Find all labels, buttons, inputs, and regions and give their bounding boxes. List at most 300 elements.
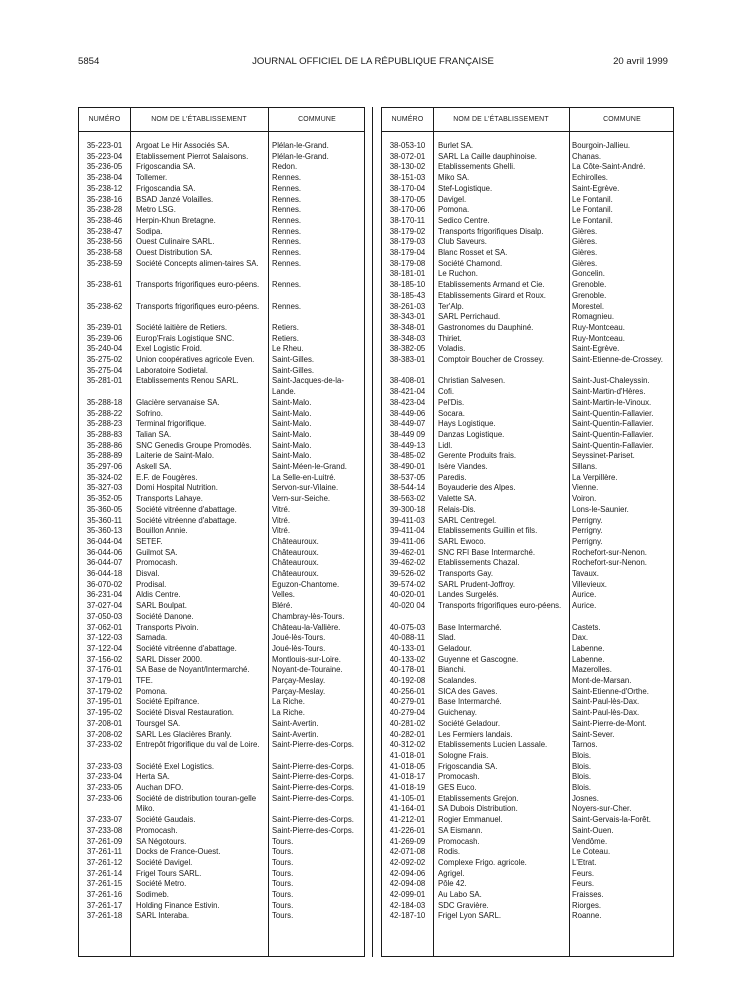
table-row — [79, 409, 364, 420]
cell-numero: 37-208-01 — [86, 718, 123, 728]
table-row — [382, 911, 673, 922]
cell-etablissement: Socara. — [438, 408, 465, 418]
table-row — [382, 280, 673, 291]
table-row — [79, 601, 364, 612]
cell-numero: 35-238-58 — [86, 248, 123, 257]
cell-commune: Roanne. — [572, 911, 602, 921]
cell-commune: Morestel. — [572, 301, 605, 311]
cell-etablissement: Société Epifrance. — [136, 697, 200, 707]
cell-commune: Châteauroux. — [272, 558, 319, 568]
cell-commune: Grenoble. — [572, 290, 607, 300]
table-row — [382, 483, 673, 494]
cell-numero: 38-490-01 — [389, 462, 426, 471]
table-row — [79, 505, 364, 516]
cell-commune: Saint-Malo. — [272, 408, 312, 418]
cell-etablissement: Transports frigorifiques euro-péens. — [136, 301, 260, 311]
cell-etablissement: Guichenay. — [438, 708, 477, 718]
cell-etablissement: Bouillon Annie. — [136, 526, 188, 536]
cell-numero: 36-070-02 — [86, 579, 123, 589]
table-row — [79, 687, 364, 698]
cell-etablissement: Frigel Lyon SARL. — [438, 911, 501, 921]
cell-etablissement: SA Négotours. — [136, 836, 187, 846]
table-row — [382, 858, 673, 869]
cell-etablissement: Miko SA. — [438, 173, 470, 183]
cell-numero: 38-449-06 — [389, 408, 426, 418]
cell-commune: Vitré. — [272, 526, 291, 536]
cell-numero: 40-133-02 — [389, 654, 426, 664]
table-row — [382, 623, 673, 634]
cell-etablissement: TFE. — [136, 676, 153, 685]
table-row — [79, 398, 364, 409]
table-row — [79, 462, 364, 473]
cell-commune: Chambray-lès-Tours. — [272, 611, 345, 621]
cell-etablissement: Danzas Logistique. — [438, 429, 505, 439]
cell-numero: 37-261-11 — [87, 847, 122, 857]
table-row — [382, 869, 673, 880]
cell-commune: Rennes. — [272, 194, 302, 204]
cell-commune: Romagnieu. — [572, 312, 615, 322]
table-row — [79, 302, 364, 323]
table-row — [79, 590, 364, 601]
cell-numero: 37-233-06 — [86, 793, 123, 803]
cell-numero: 38-382-05 — [389, 344, 426, 354]
cell-commune: Chanas. — [572, 151, 602, 161]
cell-commune: Noyant-de-Touraine. — [272, 665, 343, 675]
publication-date: 20 avril 1999 — [613, 56, 668, 67]
cell-numero: 40-020 04 — [389, 601, 426, 611]
cell-etablissement: Toursgel SA. — [136, 718, 181, 728]
cell-numero: 38-383-01 — [389, 355, 426, 364]
cell-etablissement: SNC RFI Base Intermarché. — [438, 547, 536, 557]
header-commune: COMMUNE — [603, 116, 641, 123]
header-numero: NUMÉRO — [88, 116, 121, 123]
cell-numero: 37-261-14 — [86, 868, 123, 878]
cell-numero: 37-233-08 — [86, 825, 123, 835]
cell-numero: 41-164-01 — [389, 804, 426, 814]
cell-commune: Joué-lès-Tours. — [272, 633, 326, 643]
cell-etablissement: SARL La Caille dauphinoise. — [438, 151, 537, 161]
header-commune: COMMUNE — [298, 116, 336, 123]
table-row — [382, 719, 673, 730]
cell-numero: 40-178-01 — [389, 665, 426, 675]
table-row — [79, 334, 364, 345]
table-row — [382, 826, 673, 837]
table-row — [382, 847, 673, 858]
cell-numero: 38-185-10 — [389, 280, 426, 290]
cell-commune: Saint-Pierre-de-Mont. — [572, 718, 647, 728]
cell-etablissement: Etablissements Armand et Cie. — [438, 280, 545, 290]
table-row — [79, 837, 364, 848]
cell-etablissement: Société Gaudais. — [136, 815, 196, 825]
table-row — [382, 237, 673, 248]
table-row — [79, 537, 364, 548]
cell-numero: 39-526-02 — [389, 569, 426, 578]
cell-numero: 38-170-05 — [389, 194, 426, 204]
cell-numero: 35-288-83 — [86, 429, 123, 439]
table-row — [79, 344, 364, 355]
cell-commune: Saint-Pierre-des-Corps. — [272, 740, 354, 750]
table-row — [79, 815, 364, 826]
cell-numero: 38-179-02 — [389, 226, 426, 236]
table-row — [382, 516, 673, 527]
cell-numero: 38-181-01 — [389, 269, 426, 279]
cell-etablissement: Transports frigorifiques euro-péens. — [438, 601, 562, 611]
cell-commune: Dax. — [572, 633, 589, 643]
cell-commune: Tours. — [272, 900, 294, 910]
cell-commune: Aurice. — [572, 590, 597, 600]
table-row — [79, 376, 364, 397]
cell-numero: 37-179-01 — [86, 676, 123, 685]
table-row — [382, 890, 673, 901]
table-row — [382, 227, 673, 238]
cell-commune: Saint-Pierre-des-Corps. — [272, 772, 354, 782]
table-row — [79, 494, 364, 505]
cell-etablissement: SDC Gravière. — [438, 900, 489, 910]
cell-numero: 35-238-28 — [86, 205, 123, 215]
table-row — [79, 237, 364, 248]
cell-commune: Saint-Avertin. — [272, 729, 319, 739]
cell-etablissement: Société Danone. — [136, 611, 194, 621]
table-row — [382, 376, 673, 387]
table-row — [382, 302, 673, 313]
cell-numero: 35-360-11 — [87, 515, 122, 525]
table-row — [382, 837, 673, 848]
cell-etablissement: SA Base de Noyant/Intermarché. — [136, 665, 250, 675]
cell-numero: 37-261-12 — [86, 857, 123, 867]
cell-numero: 35-281-01 — [86, 376, 123, 386]
cell-etablissement: Docks de France-Ouest. — [136, 847, 221, 857]
cell-etablissement: SARL Prudent-Joffroy. — [438, 579, 515, 589]
cell-numero: 35-288-86 — [86, 440, 123, 450]
cell-etablissement: Gerente Produits frais. — [438, 451, 517, 461]
table-row — [79, 847, 364, 858]
cell-etablissement: Société vitréenne d'abattage. — [136, 504, 237, 514]
cell-etablissement: Slad. — [438, 633, 456, 643]
cell-numero: 38-348-01 — [389, 322, 426, 332]
cell-commune: Saint-Pierre-des-Corps. — [272, 815, 354, 825]
table-row — [382, 815, 673, 826]
cell-commune: Saint-Méen-le-Grand. — [272, 462, 347, 471]
table-row — [79, 323, 364, 334]
table-row — [79, 451, 364, 462]
table-row — [382, 441, 673, 452]
cell-etablissement: Voladis. — [438, 344, 466, 354]
cell-numero: 40-075-03 — [389, 622, 426, 632]
table-row — [79, 162, 364, 173]
table-row — [382, 804, 673, 815]
cell-etablissement: Comptoir Boucher de Crossey. — [438, 355, 545, 364]
cell-numero: 42-184-03 — [389, 900, 426, 910]
cell-commune: Seyssinet-Pariset. — [572, 451, 635, 461]
cell-commune: Rochefort-sur-Nenon. — [572, 558, 647, 568]
cell-numero: 37-233-05 — [86, 783, 123, 792]
table-row — [382, 708, 673, 719]
cell-numero: 37-179-02 — [86, 686, 123, 696]
cell-etablissement: Base Intermarché. — [438, 622, 502, 632]
cell-numero: 38-423-04 — [389, 397, 426, 407]
cell-etablissement: SARL Les Glacières Branly. — [136, 729, 232, 739]
cell-etablissement: Gastronomes du Dauphiné. — [438, 322, 534, 332]
cell-etablissement: Société Disval Restauration. — [136, 708, 234, 718]
cell-etablissement: Transports Gay. — [438, 569, 494, 578]
cell-commune: La Riche. — [272, 708, 305, 718]
cell-numero: 41-018-01 — [389, 750, 426, 760]
cell-etablissement: SICA des Gaves. — [438, 686, 498, 696]
cell-numero: 35-238-62 — [86, 301, 123, 311]
cell-etablissement: Etablissements Grejon. — [438, 793, 519, 803]
cell-commune: Saint-Paul-lès-Dax. — [572, 708, 640, 718]
cell-numero: 36-044-06 — [86, 547, 123, 557]
cell-commune: Bourgoin-Jallieu. — [572, 141, 631, 150]
cell-etablissement: Askell SA. — [136, 462, 172, 471]
cell-numero: 40-020-01 — [389, 590, 426, 600]
cell-etablissement: Union coopératives agricole Even. — [136, 355, 255, 364]
cell-etablissement: Transports frigorifiques euro-péens. — [136, 280, 260, 290]
table-row — [79, 890, 364, 901]
cell-commune: Ruy-Montceau. — [572, 322, 625, 332]
table-row — [382, 409, 673, 420]
cell-commune: Echirolles. — [572, 173, 608, 183]
cell-numero: 37-156-02 — [86, 654, 123, 664]
cell-commune: Châteauroux. — [272, 569, 319, 578]
table-row — [382, 697, 673, 708]
cell-commune: Saint-Pierre-des-Corps. — [272, 793, 354, 803]
cell-numero: 39-411-06 — [390, 536, 425, 546]
cell-etablissement: Holding Finance Estivin. — [136, 900, 220, 910]
cell-commune: Rennes. — [272, 301, 302, 311]
cell-commune: Saint-Sever. — [572, 729, 615, 739]
header-etablissement: NOM DE L'ÉTABLISSEMENT — [453, 116, 549, 123]
cell-commune: Le Fontanil. — [572, 194, 613, 204]
cell-etablissement: Pomona. — [136, 686, 168, 696]
cell-commune: Vendôme. — [572, 836, 608, 846]
cell-commune: Tours. — [272, 879, 294, 889]
cell-numero: 38-151-03 — [389, 173, 426, 183]
cell-commune: Saint-Malo. — [272, 440, 312, 450]
page-header — [78, 56, 668, 70]
cell-commune: Saint-Quentin-Fallavier. — [572, 408, 654, 418]
cell-commune: Fraisses. — [572, 890, 604, 899]
cell-commune: Rennes. — [272, 280, 302, 290]
cell-numero: 37-050-03 — [86, 611, 123, 621]
cell-etablissement: Pôle 42. — [438, 879, 467, 889]
cell-commune: Saint-Etienne-de-Crossey. — [572, 355, 663, 364]
cell-etablissement: Sodimeb. — [136, 890, 169, 899]
cell-etablissement: Etablissements Lucien Lassale. — [438, 740, 548, 750]
cell-etablissement: Rogier Emmanuel. — [438, 815, 503, 825]
cell-commune: Saint-Avertin. — [272, 718, 319, 728]
cell-numero: 36-231-04 — [86, 590, 123, 600]
cell-numero: 40-256-01 — [389, 686, 426, 696]
table-row — [79, 483, 364, 494]
table-row — [79, 355, 364, 366]
cell-etablissement: Ouest Culinaire SARL. — [136, 237, 215, 247]
cell-etablissement: Laboratoire Sodietal. — [136, 365, 208, 375]
column-separator-rule — [372, 107, 373, 957]
cell-commune: Rennes. — [272, 237, 302, 247]
cell-etablissement: Burlet SA. — [438, 141, 474, 150]
cell-etablissement: Agrigel. — [438, 868, 465, 878]
table-row — [79, 697, 364, 708]
cell-commune: Labenne. — [572, 643, 605, 653]
cell-commune: Le Fontanil. — [572, 215, 613, 225]
table-row — [382, 526, 673, 537]
cell-numero: 38-170-11 — [390, 215, 425, 225]
cell-commune: Saint-Quentin-Fallavier. — [572, 429, 654, 439]
cell-numero: 36-044-07 — [86, 558, 123, 568]
cell-numero: 35-238-04 — [86, 173, 123, 183]
cell-numero: 37-261-15 — [86, 879, 123, 889]
cell-etablissement: Ter'Alp. — [438, 301, 464, 311]
cell-etablissement: SETEF. — [136, 536, 163, 546]
cell-commune: La Verpillère. — [572, 472, 618, 482]
cell-numero: 38-343-01 — [389, 312, 426, 322]
table-row — [79, 644, 364, 655]
cell-numero: 40-282-01 — [389, 729, 426, 739]
cell-numero: 35-236-05 — [86, 162, 123, 172]
cell-etablissement: Geladour. — [438, 643, 472, 653]
cell-etablissement: Prodisal. — [136, 579, 167, 589]
table-row — [79, 665, 364, 676]
cell-etablissement: Société Concepts alimen-taires SA. — [136, 258, 259, 268]
table-row — [382, 184, 673, 195]
table-row — [382, 548, 673, 559]
table-row — [382, 473, 673, 484]
cell-etablissement: Exel Logistic Froid. — [136, 344, 202, 354]
cell-numero: 37-233-07 — [86, 815, 123, 825]
cell-numero: 39-300-18 — [389, 504, 426, 514]
table-row — [382, 762, 673, 773]
cell-numero: 40-279-04 — [389, 708, 426, 718]
cell-etablissement: Transports frigorifiques Disalp. — [438, 226, 544, 236]
table-row — [79, 740, 364, 761]
cell-etablissement: Société Exel Logistics. — [136, 761, 215, 771]
cell-etablissement: Société Davigel. — [136, 857, 193, 867]
table-row — [382, 537, 673, 548]
cell-etablissement: Relais-Dis. — [438, 504, 476, 514]
cell-commune: Aurice. — [572, 601, 597, 611]
table-row — [382, 205, 673, 216]
cell-numero: 35-352-05 — [86, 494, 123, 504]
table-row — [79, 184, 364, 195]
cell-numero: 35-223-04 — [86, 151, 123, 161]
cell-commune: Château-la-Vallière. — [272, 622, 341, 632]
cell-etablissement: Herta SA. — [136, 772, 170, 782]
table-row — [382, 152, 673, 163]
cell-numero: 41-018-17 — [389, 772, 426, 782]
cell-numero: 36-044-18 — [86, 569, 123, 578]
cell-etablissement: Etablissements Guillin et fils. — [438, 526, 538, 536]
cell-commune: Rennes. — [272, 248, 302, 257]
cell-commune: Mazerolles. — [572, 665, 612, 675]
cell-commune: Plélan-le-Grand. — [272, 151, 329, 161]
cell-etablissement: Sedico Centre. — [438, 215, 490, 225]
table-row — [79, 719, 364, 730]
cell-commune: Saint-Martin-d'Hères. — [572, 387, 646, 397]
cell-commune: Saint-Gilles. — [272, 355, 315, 364]
cell-commune: Rochefort-sur-Nenon. — [572, 547, 647, 557]
cell-etablissement: Société Metro. — [136, 879, 187, 889]
cell-etablissement: Club Saveurs. — [438, 237, 487, 247]
table-row — [382, 687, 673, 698]
table-row — [79, 141, 364, 152]
cell-etablissement: Davigel. — [438, 194, 467, 204]
cell-commune: Saint-Egrève. — [572, 183, 620, 193]
cell-numero: 41-018-19 — [389, 783, 426, 792]
cell-etablissement: Landes Surgelés. — [438, 590, 499, 600]
cell-commune: Saint-Quentin-Fallavier. — [572, 440, 654, 450]
cell-commune: Saint-Paul-lès-Dax. — [572, 697, 640, 707]
cell-numero: 39-411-03 — [390, 515, 425, 525]
table-row — [382, 162, 673, 173]
cell-numero: 38-170-04 — [389, 183, 426, 193]
cell-numero: 37-062-01 — [86, 622, 123, 632]
cell-commune: Noyers-sur-Cher. — [572, 804, 632, 814]
cell-numero: 40-133-01 — [389, 643, 426, 653]
table-row — [79, 152, 364, 163]
cell-commune: Rennes. — [272, 215, 302, 225]
cell-numero: 38-544-14 — [389, 483, 426, 493]
cell-numero: 35-327-03 — [86, 483, 123, 493]
cell-commune: Retiers. — [272, 333, 299, 343]
cell-etablissement: Hays Logistique. — [438, 419, 496, 429]
header-etablissement: NOM DE L'ÉTABLISSEMENT — [151, 116, 247, 123]
table-row — [79, 280, 364, 301]
cell-numero: 37-261-16 — [86, 890, 123, 899]
cell-commune: Riorges. — [572, 900, 602, 910]
cell-numero: 37-233-02 — [86, 740, 123, 750]
table-row — [382, 248, 673, 259]
cell-numero: 42-094-06 — [389, 868, 426, 878]
cell-numero: 35-288-89 — [86, 451, 123, 461]
cell-commune: Montlouis-sur-Loire. — [272, 654, 341, 664]
cell-commune: Tours. — [272, 836, 294, 846]
cell-etablissement: Société vitréenne d'abattage. — [136, 643, 237, 653]
cell-numero: 35-239-01 — [86, 322, 123, 332]
cell-etablissement: Frigoscandia SA. — [136, 162, 196, 172]
cell-numero: 39-462-02 — [389, 558, 426, 568]
cell-numero: 38-179-04 — [389, 248, 426, 257]
table-row — [382, 291, 673, 302]
cell-numero: 37-195-02 — [86, 708, 123, 718]
cell-etablissement: Herpin-Khun Bretagne. — [136, 215, 216, 225]
cell-numero: 38-185-43 — [389, 290, 426, 300]
cell-etablissement: SA Dubois Distribution. — [438, 804, 518, 814]
cell-commune: Parçay-Meslay. — [272, 686, 326, 696]
cell-etablissement: Scalandes. — [438, 676, 477, 685]
table-row — [382, 644, 673, 655]
cell-numero: 38-537-05 — [389, 472, 426, 482]
cell-etablissement: Christian Salvesen. — [438, 376, 506, 386]
cell-numero: 35-324-02 — [86, 472, 123, 482]
cell-etablissement: Paredis. — [438, 472, 467, 482]
cell-etablissement: SNC Genedis Groupe Promodès. — [136, 440, 252, 450]
cell-etablissement: Boyauderie des Alpes. — [438, 483, 516, 493]
cell-commune: Rennes. — [272, 173, 302, 183]
table-row — [79, 869, 364, 880]
table-row — [382, 323, 673, 334]
cell-etablissement: Laiterie de Saint-Malo. — [136, 451, 215, 461]
cell-commune: Blois. — [572, 761, 592, 771]
table-row — [382, 665, 673, 676]
cell-numero: 40-281-02 — [389, 718, 426, 728]
table-row — [382, 195, 673, 206]
cell-numero: 37-208-02 — [86, 729, 123, 739]
cell-commune: Saint-Malo. — [272, 397, 312, 407]
cell-commune: Grenoble. — [572, 280, 607, 290]
cell-commune: La Côte-Saint-André. — [572, 162, 646, 172]
cell-etablissement: Metro LSG. — [136, 205, 176, 215]
